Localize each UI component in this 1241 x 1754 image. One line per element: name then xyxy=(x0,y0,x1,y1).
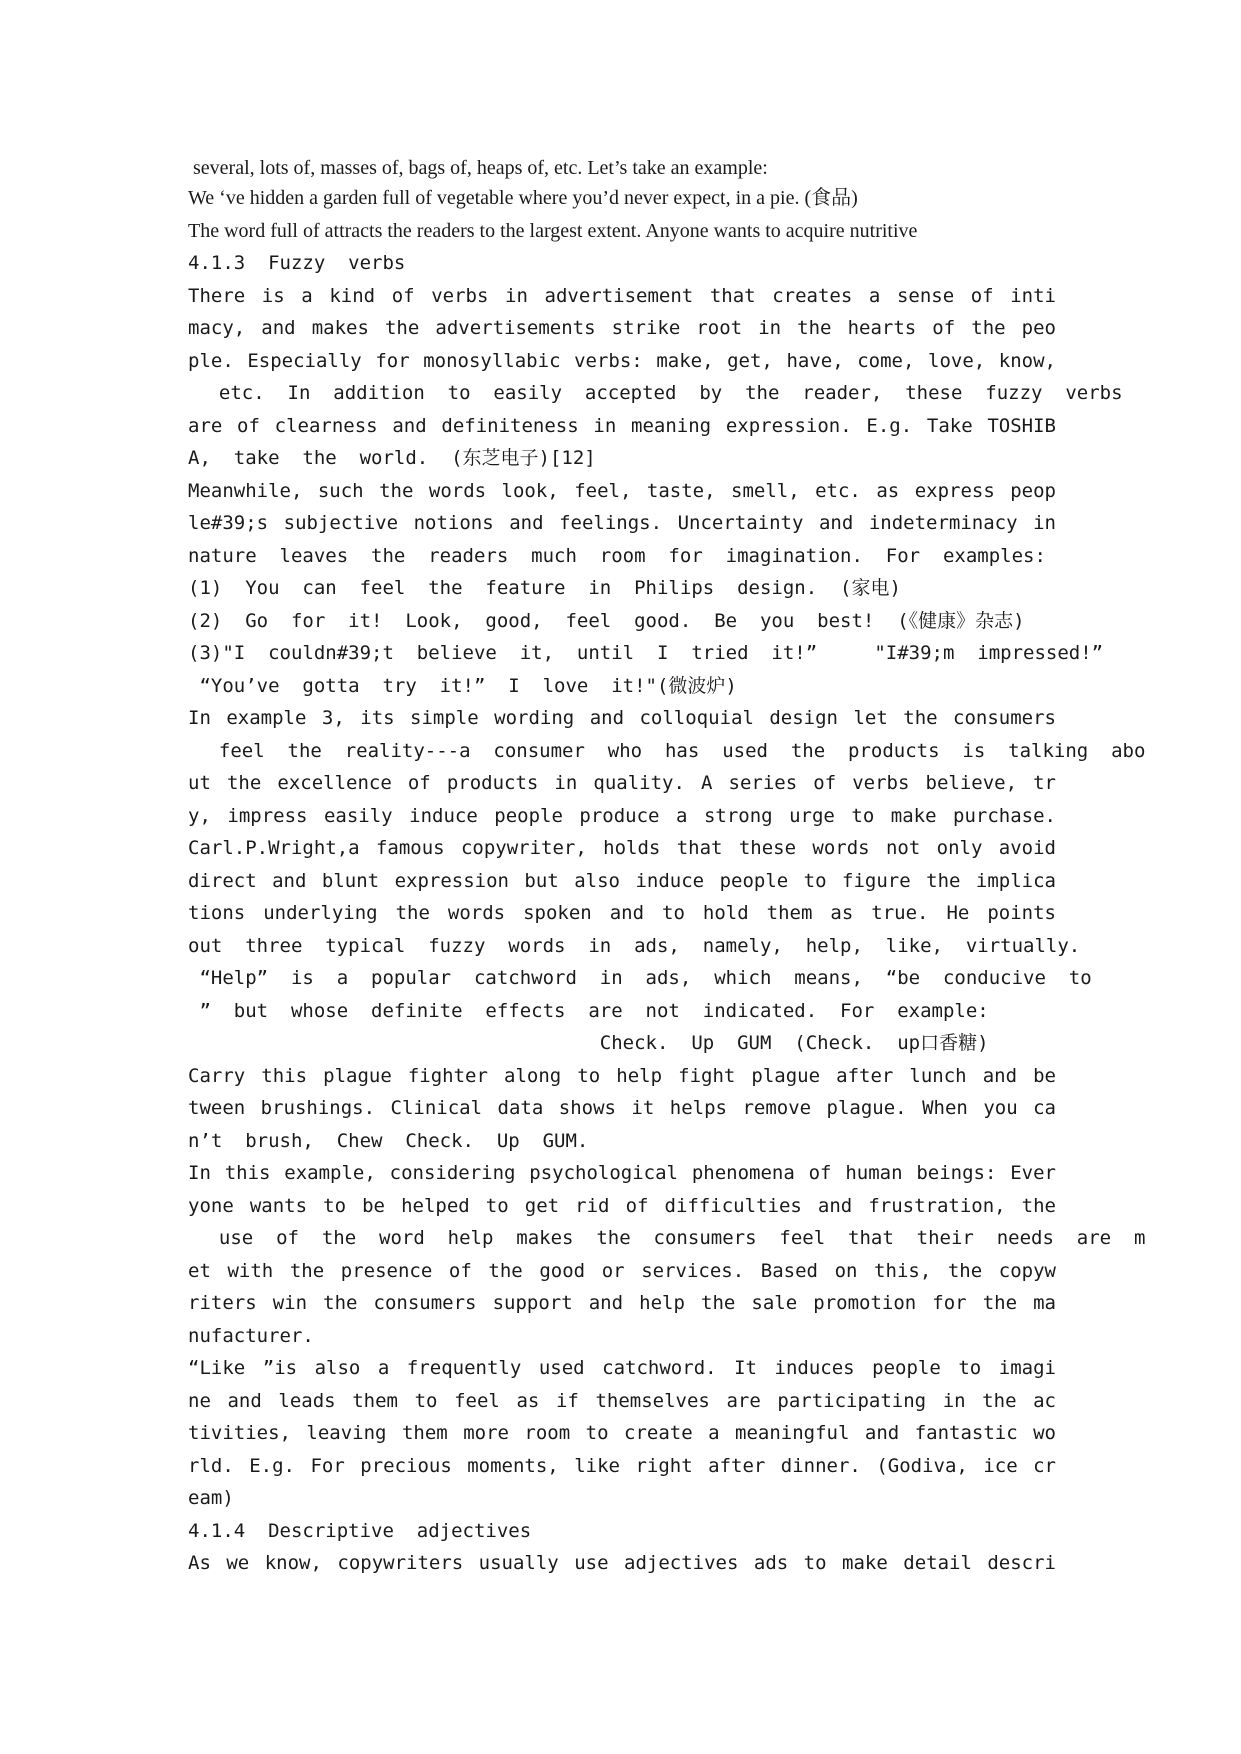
body-line: et with the presence of the good or services. Based on this, the copyw xyxy=(188,1260,1056,1282)
paragraph-line-1: several, lots of, masses of, bags of, heaps of, etc. Let’s take an example: xyxy=(188,157,768,179)
section-heading-fuzzy-verbs: 4.1.3 Fuzzy verbs xyxy=(188,252,406,274)
body-line: riters win the consumers support and help the sale promotion for the ma xyxy=(188,1292,1056,1314)
example-line-3-cont: “You’ve gotta try it!” I love it!"(微波炉) xyxy=(188,675,737,697)
ad-title-line: Check. Up GUM (Check. up口香糖) xyxy=(188,1032,989,1054)
body-line: etc. In addition to easily accepted by the reader, these fuzzy verbs xyxy=(196,382,1123,404)
paragraph-line-3: The word full of attracts the readers to the largest extent. Anyone wants to acquire nutritive xyxy=(188,220,918,242)
body-line: Carl.P.Wright,a famous copywriter, holds that these words not only avoid xyxy=(188,837,1056,859)
section-heading-descriptive-adjectives: 4.1.4 Descriptive adjectives xyxy=(188,1520,532,1542)
body-line: out three typical fuzzy words in ads, namely, help, like, virtually. xyxy=(188,935,1081,957)
body-line: le#39;s subjective notions and feelings. Uncertainty and indeterminacy in xyxy=(188,512,1056,534)
body-line: tivities, leaving them more room to create a meaningful and fantastic wo xyxy=(188,1422,1056,1444)
body-line: y, impress easily induce people produce a strong urge to make purchase. xyxy=(188,805,1056,827)
body-line: yone wants to be helped to get rid of difficulties and frustration, the xyxy=(188,1195,1056,1217)
body-line: ut the excellence of products in quality. A series of verbs believe, tr xyxy=(188,772,1056,794)
body-line: “Like ”is also a frequently used catchword. It induces people to imagi xyxy=(188,1357,1056,1379)
body-line: tween brushings. Clinical data shows it helps remove plague. When you ca xyxy=(188,1097,1056,1119)
body-line: ne and leads them to feel as if themselves are participating in the ac xyxy=(188,1390,1056,1412)
body-line: As we know, copywriters usually use adjectives ads to make detail descri xyxy=(188,1552,1056,1574)
body-line: rld. E.g. For precious moments, like right after dinner. (Godiva, ice cr xyxy=(188,1455,1056,1477)
body-line: tions underlying the words spoken and to hold them as true. He points xyxy=(188,902,1056,924)
body-line: Carry this plague fighter along to help fight plague after lunch and be xyxy=(188,1065,1056,1087)
body-line: macy, and makes the advertisements strike root in the hearts of the peo xyxy=(188,317,1056,339)
paragraph-line-2: We ‘ve hidden a garden full of vegetable where you’d never expect, in a pie. (食品) xyxy=(188,187,858,209)
body-line: ple. Especially for monosyllabic verbs: make, get, have, come, love, know, xyxy=(188,350,1056,372)
body-line: use of the word help makes the consumers feel that their needs are m xyxy=(196,1227,1146,1249)
body-line: “Help” is a popular catchword in ads, which means, “be conducive to xyxy=(188,967,1092,989)
example-line-1: (1) You can feel the feature in Philips design. (家电) xyxy=(188,577,901,599)
example-line-3: (3)"I couldn#39;t believe it, until I tried it!” "I#39;m impressed!” xyxy=(188,642,1104,664)
body-line: Meanwhile, such the words look, feel, taste, smell, etc. as express peop xyxy=(188,480,1056,502)
example-line-2: (2) Go for it! Look, good, feel good. Be you best! (《健康》杂志) xyxy=(188,610,1025,632)
body-line: are of clearness and definiteness in meaning expression. E.g. Take TOSHIB xyxy=(188,415,1056,437)
body-line: nature leaves the readers much room for imagination. For examples: xyxy=(188,545,1046,567)
body-line: There is a kind of verbs in advertisement that creates a sense of inti xyxy=(188,285,1056,307)
body-line: feel the reality---a consumer who has used the products is talking abo xyxy=(196,740,1146,762)
body-line: A, take the world. (东芝电子)[12] xyxy=(188,447,596,469)
body-line: n’t brush, Chew Check. Up GUM. xyxy=(188,1130,589,1152)
body-line: ” but whose definite effects are not indicated. For example: xyxy=(188,1000,989,1022)
body-line: nufacturer. xyxy=(188,1325,314,1347)
body-line: In example 3, its simple wording and colloquial design let the consumers xyxy=(188,707,1056,729)
body-line: direct and blunt expression but also induce people to figure the implica xyxy=(188,870,1056,892)
body-line: In this example, considering psychological phenomena of human beings: Ever xyxy=(188,1162,1056,1184)
body-line: eam) xyxy=(188,1487,234,1509)
